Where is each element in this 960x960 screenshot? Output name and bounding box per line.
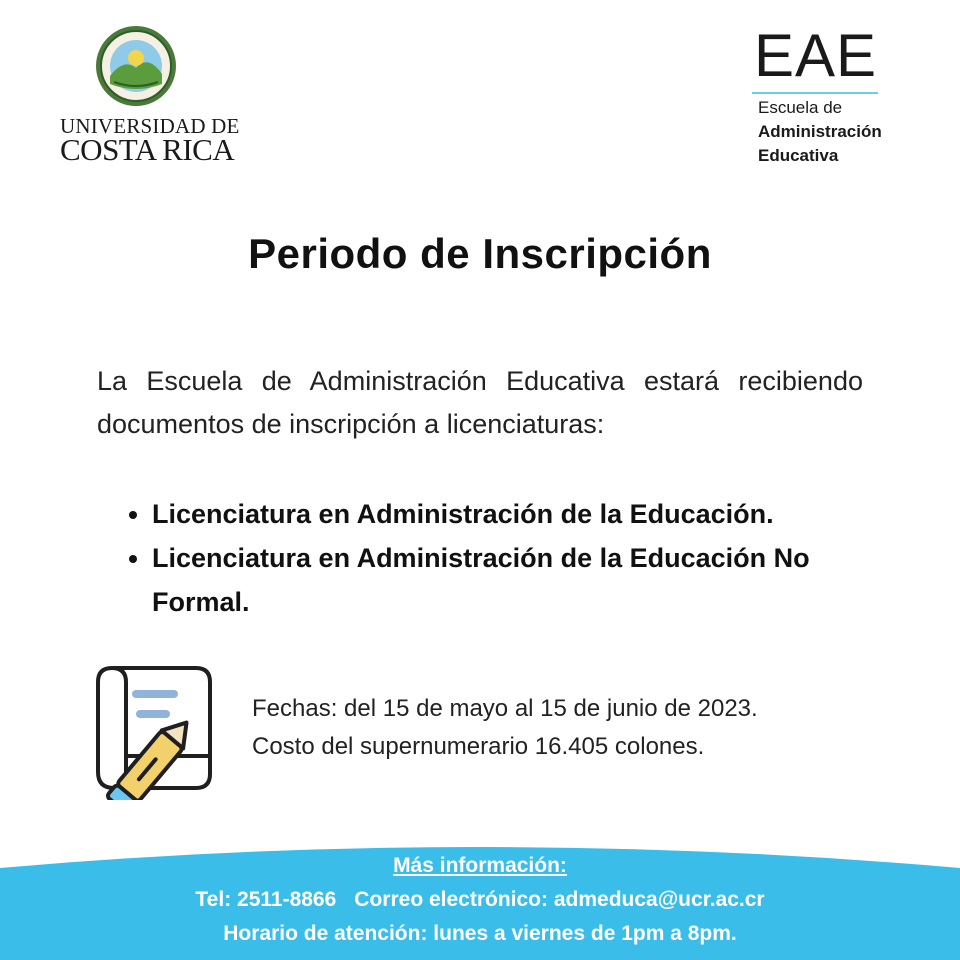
info-block — [252, 690, 892, 766]
ucr-logo — [56, 24, 240, 167]
more-info-link[interactable]: Más información: — [393, 854, 567, 877]
list-item: • Licenciatura en Administración de la Educación. — [152, 492, 878, 536]
eae-name-line2: Administración — [758, 122, 882, 141]
document-pencil-icon — [92, 660, 242, 800]
dates-text: Fechas: del 15 de mayo al 15 de junio de 2023. — [252, 695, 758, 722]
cost-text: Costo del supernumerario 16.405 colones. — [252, 733, 705, 760]
eae-abbreviation: EAE — [754, 22, 878, 89]
intro-paragraph: La Escuela de Administración Educativa estará recibiendo documentos de inscripción a licenciaturas: — [97, 366, 863, 439]
eae-logo — [752, 24, 912, 174]
program-list — [118, 492, 878, 624]
eae-name-line3: Educativa — [758, 146, 839, 165]
eae-divider — [752, 92, 878, 94]
footer — [0, 840, 960, 960]
hours-text: Horario de atención: lunes a viernes de 1pm a 8pm. — [223, 922, 737, 945]
ucr-seal-icon — [94, 24, 178, 108]
contact-line — [0, 888, 960, 912]
ucr-name-line2: COSTA RICA — [60, 132, 235, 167]
page-title: Periodo de Inscripción — [248, 230, 712, 277]
list-item: • Licenciatura en Administración de la Educación No Formal. — [152, 536, 878, 624]
ucr-name-line1: UNIVERSIDAD DE — [60, 114, 240, 138]
phone-text: Tel: 2511-8866 — [195, 888, 337, 911]
email-text[interactable]: Correo electrónico: admeduca@ucr.ac.cr — [354, 888, 765, 911]
eae-name-line1: Escuela de — [758, 98, 843, 117]
